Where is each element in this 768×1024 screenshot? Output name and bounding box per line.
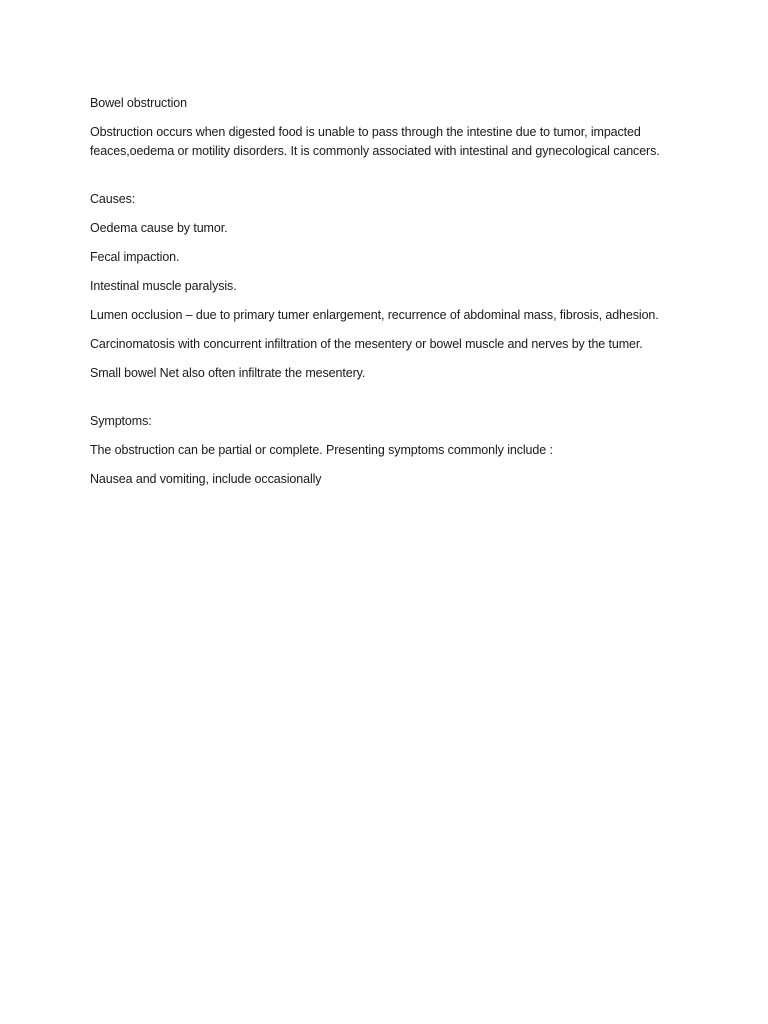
cause-item: Fecal impaction. xyxy=(90,250,180,264)
document-title: Bowel obstruction xyxy=(90,96,187,110)
symptom-item: Nausea and vomiting, include occasionally xyxy=(90,472,322,486)
symptoms-heading: Symptoms: xyxy=(90,414,152,428)
cause-item: Oedema cause by tumor. xyxy=(90,221,228,235)
causes-heading: Causes: xyxy=(90,192,136,206)
cause-item: Intestinal muscle paralysis. xyxy=(90,279,237,293)
cause-item: Carcinomatosis with concurrent infiltration of the mesentery or bowel muscle and nerves by the tumer. xyxy=(90,337,643,351)
intro-paragraph: Obstruction occurs when digested food is unable to pass through the intestine due to tumor, impacted feaces,oedema or motility disorders. It is commonly associated with intestinal and gynecological cancers. xyxy=(90,125,660,158)
cause-item: Lumen occlusion – due to primary tumer enlargement, recurrence of abdominal mass, fibrosis, adhesion. xyxy=(90,308,659,322)
symptom-item: The obstruction can be partial or complete. Presenting symptoms commonly include : xyxy=(90,443,553,457)
spacer xyxy=(90,393,690,412)
cause-item: Small bowel Net also often infiltrate the mesentery. xyxy=(90,366,366,380)
document-body xyxy=(90,94,690,499)
spacer xyxy=(90,171,690,190)
